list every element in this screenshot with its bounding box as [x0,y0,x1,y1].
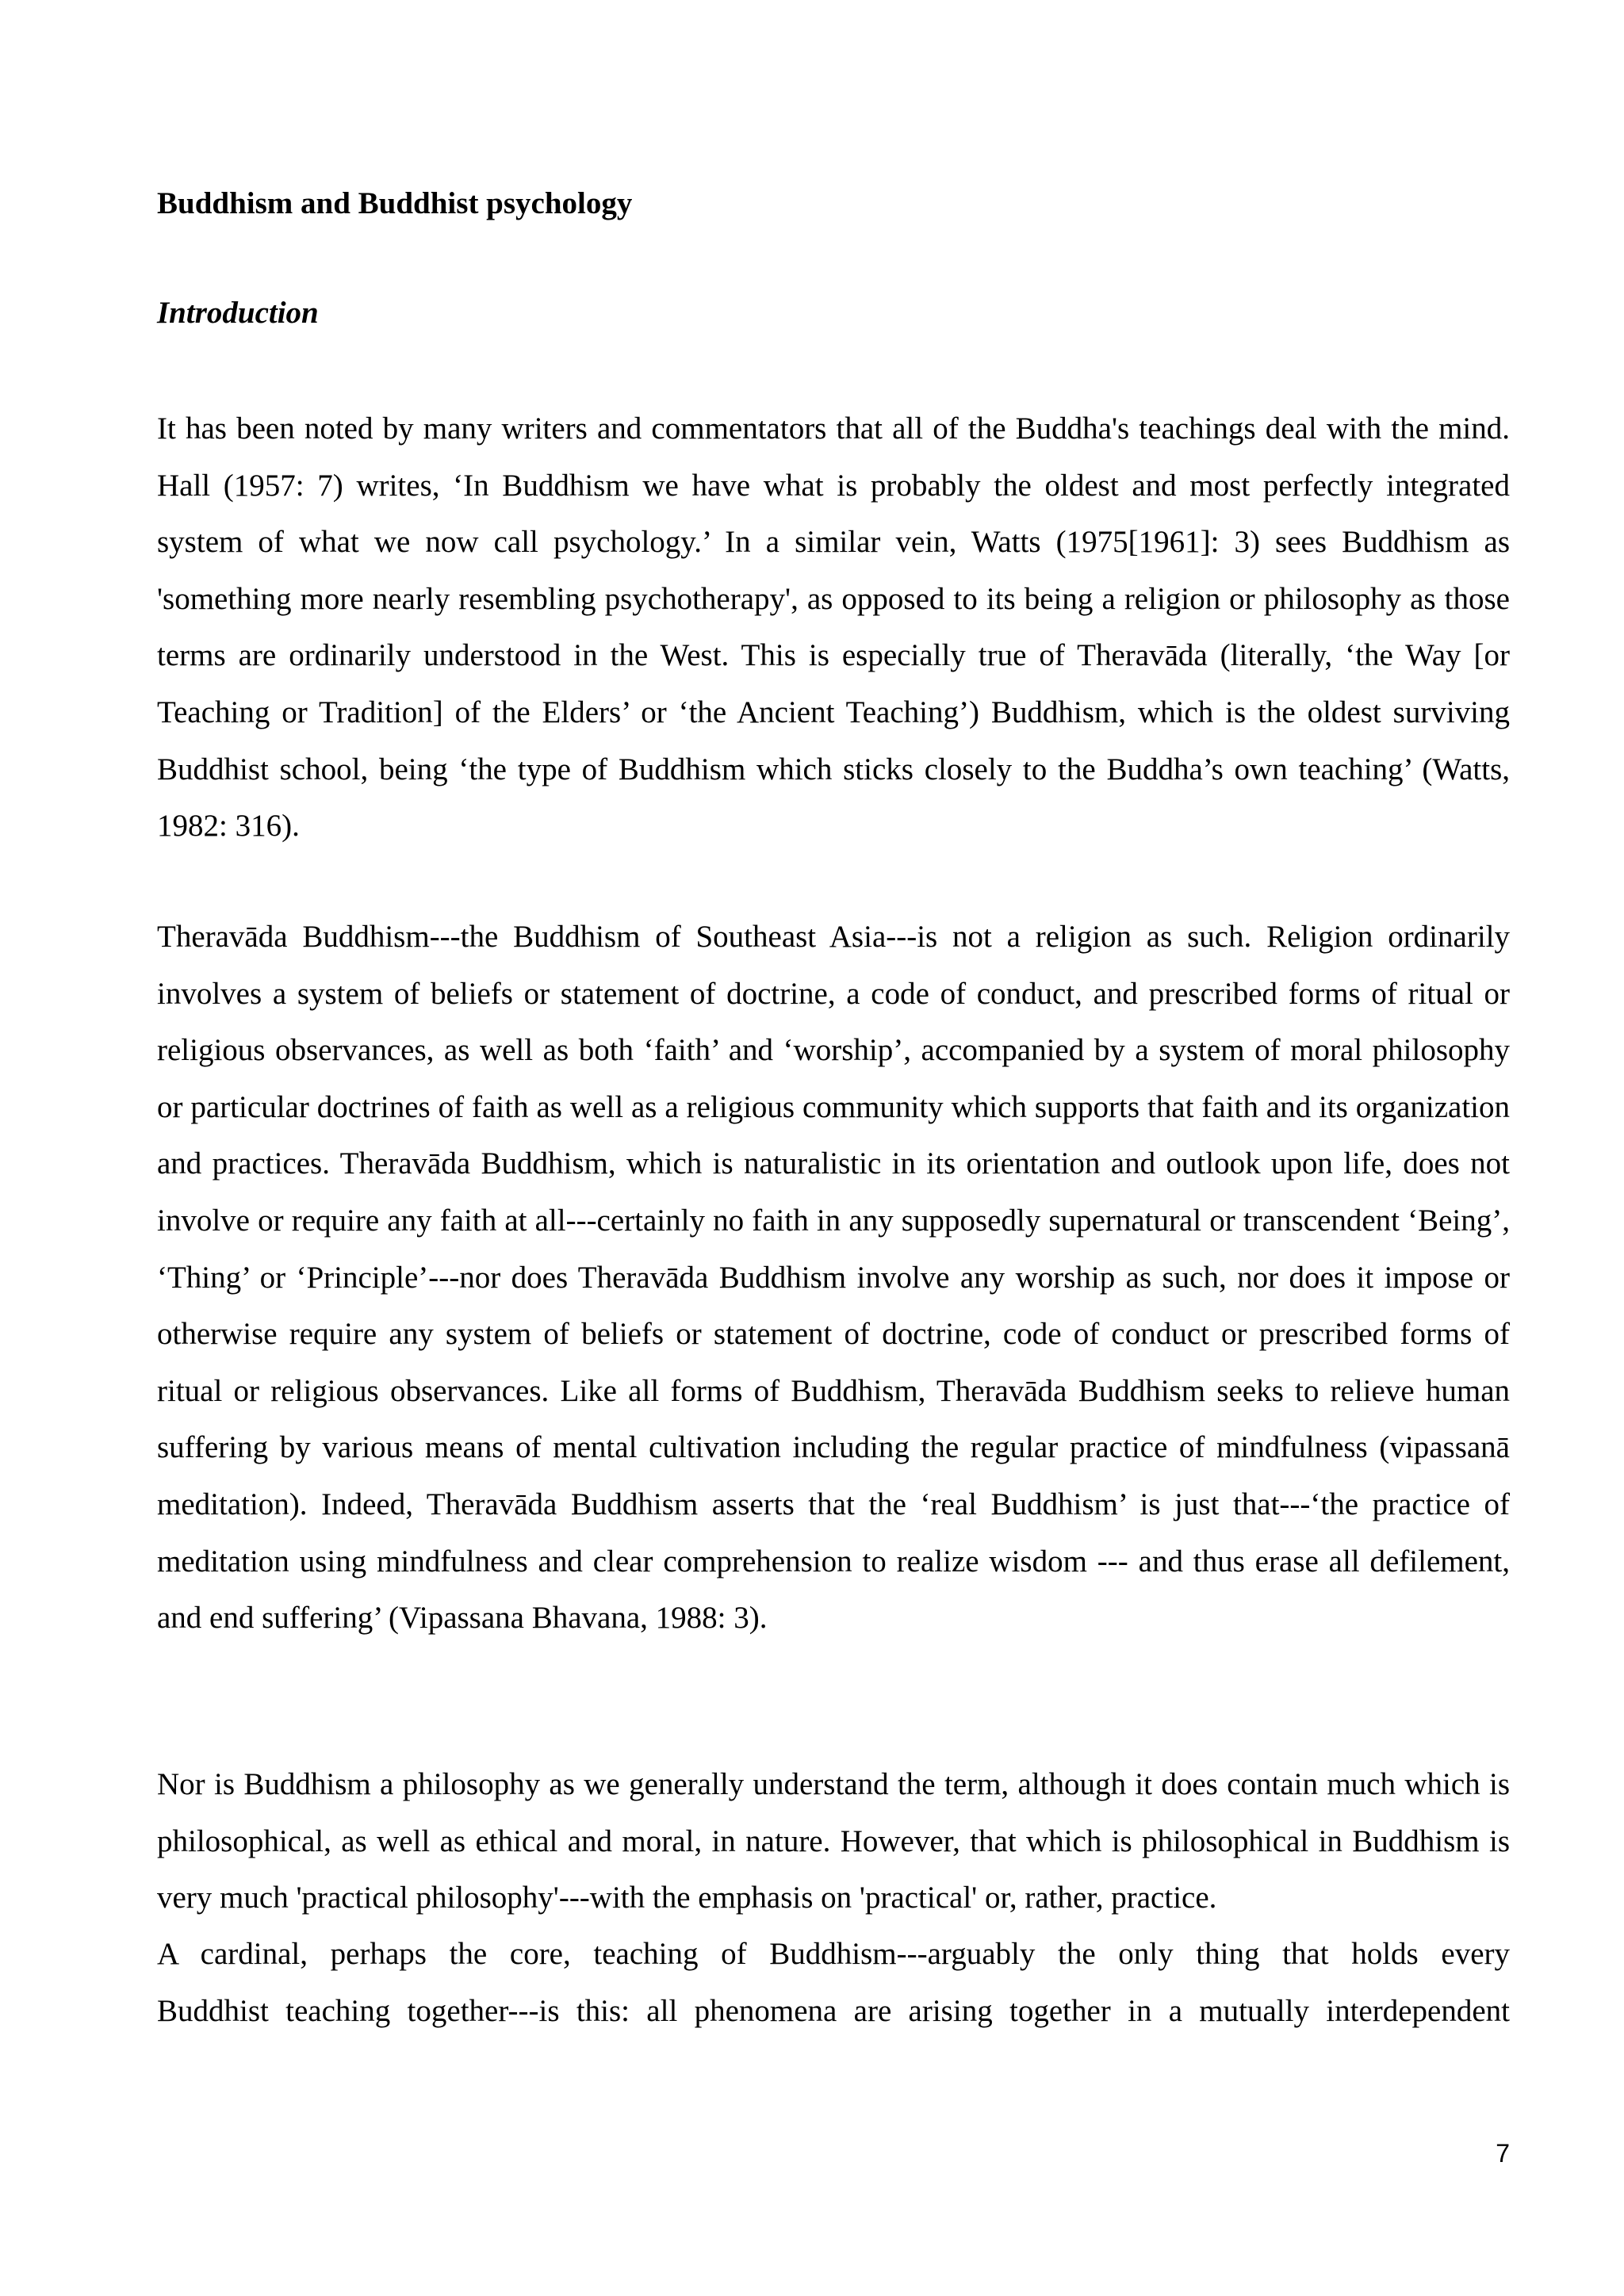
paragraph-2: Theravāda Buddhism---the Buddhism of Southeast Asia---is not a religion as such. Religion ordinarily involves a system of beliefs or statement of doctrine, a code of conduct, and prescribed forms of ritual or religious observances, as well as both ‘faith’ and ‘worship’, accompanied by a system of moral philosophy or particular doctrines of faith as well as a religious community which supports that faith and its organization and practices. Theravāda Buddhism, which is naturalistic in its orientation and outlook upon life, does not involve or require any faith at all---certainly no faith in any supposedly supernatural or transcendent ‘Being’, ‘Thing’ or ‘Principle’---nor does Theravāda Buddhism involve any worship as such, nor does it impose or otherwise require any system of beliefs or statement of doctrine, code of conduct or prescribed forms of ritual or religious observances. Like all forms of Buddhism, Theravāda Buddhism seeks to relieve human suffering by various means of mental cultivation including the regular practice of mindfulness (vipassanā meditation). Indeed, Theravāda Buddhism asserts that the ‘real Buddhism’ is just that---‘the practice of meditation using mindfulness and clear comprehension to realize wisdom --- and thus erase all defilement, and end suffering’ (Vipassana Bhavana, 1988: 3). [157,920,1510,1636]
paragraph-3: Nor is Buddhism a philosophy as we generally understand the term, although it does contain much which is philosophical, as well as ethical and moral, in nature. However, that which is philosophical in Buddhism is very much 'practical philosophy'---with the emphasis on 'practical' or, rather, practice. [157,1767,1510,1915]
page-number: 7 [1496,2139,1510,2168]
section-heading-introduction: Introduction [157,296,319,330]
document-title: Buddhism and Buddhist psychology [157,186,633,220]
paragraph-4-line-1: A cardinal, perhaps the core, teaching of Buddhism---arguably the only thing that holds every [157,1937,1510,1971]
paragraph-1: It has been noted by many writers and commentators that all of the Buddha's teachings deal with the mind. Hall (1957: 7) writes, ‘In Buddhism we have what is probably the oldest and most perfectly integrated system of what we now call psychology.’ In a similar vein, Watts (1975[1961]: 3) sees Buddhism as 'something more nearly resembling psychotherapy', as opposed to its being a religion or philosophy as those terms are ordinarily understood in the West. This is especially true of Theravāda (literally, ‘the Way [or Teaching or Tradition] of the Elders’ or ‘the Ancient Teaching’) Buddhism, which is the oldest surviving Buddhist school, being ‘the type of Buddhism which sticks closely to the Buddha’s own teaching’ (Watts, 1982: 316). [157,411,1510,844]
paragraph-4-line-2: Buddhist teaching together---is this: all phenomena are arising together in a mutually interdependent [157,1994,1510,2028]
document-page [157,0,1510,2296]
